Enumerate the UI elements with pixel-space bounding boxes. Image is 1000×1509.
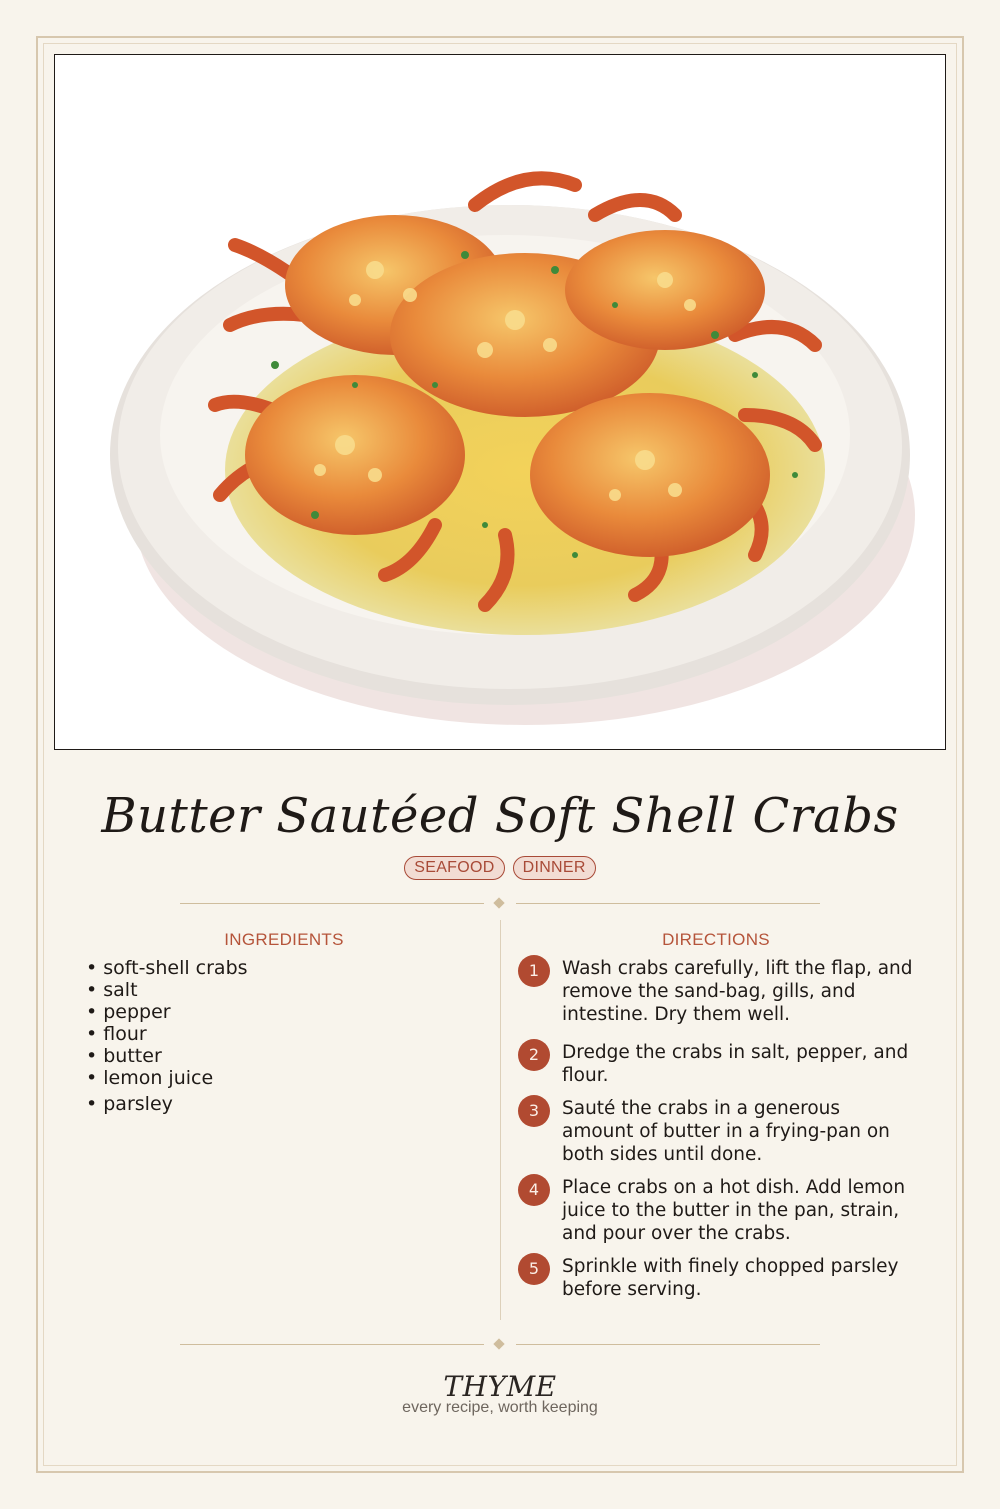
step-text: Sprinkle with finely chopped parsley before serving. [562, 1256, 899, 1300]
ingredient-item: • pepper [86, 1001, 248, 1023]
step-text: Dredge the crabs in salt, pepper, and flour. [562, 1042, 909, 1086]
ingredient-list [86, 957, 248, 1115]
ingredient-item: • salt [86, 979, 248, 1001]
step-number-badge: 3 [518, 1095, 550, 1127]
recipe-title: Butter Sautéed Soft Shell Crabs [101, 788, 899, 844]
tag-dinner[interactable]: DINNER [513, 856, 596, 880]
tag-list [0, 856, 1000, 880]
ingredient-item: • flour [86, 1023, 248, 1045]
step-number-badge: 1 [518, 955, 550, 987]
tag-seafood[interactable]: SEAFOOD [404, 856, 504, 880]
ingredients-heading: INGREDIENTS [224, 930, 344, 949]
ingredient-item: • butter [86, 1045, 248, 1067]
brand-logo: THYME [443, 1370, 557, 1403]
step-text: Sauté the crabs in a generous amount of butter in a frying-pan on both sides until done. [562, 1098, 890, 1165]
diamond-ornament-icon [493, 1338, 504, 1349]
brand-tagline: every recipe, worth keeping [402, 1399, 598, 1416]
step-number-badge: 5 [518, 1253, 550, 1285]
ingredient-item: • soft-shell crabs [86, 957, 248, 979]
step-number-badge: 2 [518, 1039, 550, 1071]
ingredient-item: • parsley [86, 1093, 248, 1115]
bottom-divider [180, 1339, 820, 1351]
directions-heading: DIRECTIONS [662, 930, 770, 949]
ingredient-item: • lemon juice [86, 1067, 248, 1089]
step-text: Wash crabs carefully, lift the flap, and remove the sand-bag, gills, and intestine. Dry them well. [562, 958, 913, 1025]
step-text: Place crabs on a hot dish. Add lemon juice to the butter in the pan, strain, and pour over the crabs. [562, 1177, 906, 1244]
diamond-ornament-icon [493, 897, 504, 908]
step-number-badge: 4 [518, 1174, 550, 1206]
dish-illustration [54, 54, 946, 750]
column-divider [500, 920, 501, 1320]
top-divider [180, 898, 820, 910]
